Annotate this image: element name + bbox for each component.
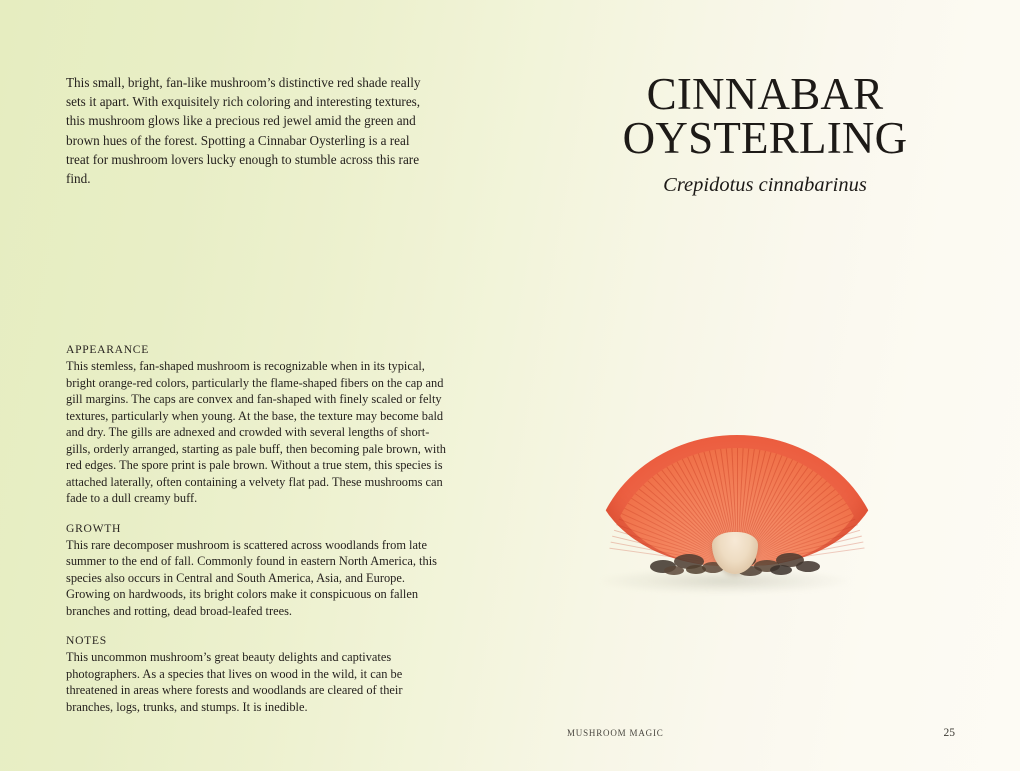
detail-sections: [66, 343, 451, 715]
section-notes-heading: NOTES: [66, 634, 107, 647]
section-growth-body: This rare decomposer mushroom is scattered across woodlands from late summer to the end of fall. Commonly found in eastern North America, this species also occurs in Central and South America, Asia, and Europe. Growing on hardwoods, its bright colors make it conspicuous on fallen branches and rotting, dead broad-leafed trees.: [66, 537, 437, 618]
page-title-line-2: OYSTERLING: [622, 113, 908, 164]
section-notes: [66, 634, 451, 715]
section-appearance-heading: APPEARANCE: [66, 343, 149, 356]
running-head: MUSHROOM MAGIC: [567, 728, 664, 738]
section-notes-body: This uncommon mushroom’s great beauty delights and captivates photographers. As a species that lives on wood in the wild, it can be threatened in areas where forests and woodlands are cleared of their branches, logs, trunks, and stumps. It is inedible.: [66, 650, 403, 714]
mushroom-illustration: [586, 300, 916, 630]
section-growth-heading: GROWTH: [66, 521, 122, 535]
page-number: 25: [943, 727, 955, 739]
page-title: [510, 69, 1020, 164]
section-appearance-body: This stemless, fan-shaped mushroom is recognizable when in its typical, bright orange-red colors, particularly the flame-shaped fibers on the cap and gill margins. The caps are convex and fan-shaped with finely scaled or felty textures, particularly when young. At the base, the texture may become bald and dry. The gills are adnexed and crowded with several lengths of short-gills, orderly arranged, starting as pale buff, then becoming pale brown, with red edges. The spore print is pale brown. Without a true stem, this species is attached laterally, often containing a velvety flat pad. These mushrooms can fade to a dull creamy buff.: [66, 359, 446, 505]
intro-paragraph: This small, bright, fan-like mushroom’s distinctive red shade really sets it apart. With exquisitely rich coloring and interesting textures, this mushroom glows like a precious red jewel amid the green and brown hues of the forest. Spotting a Cinnabar Oysterling is a real treat for mushroom lovers lucky enough to stumble across this rare find.: [66, 75, 421, 186]
title-block: [510, 69, 1020, 197]
section-growth: [66, 522, 451, 620]
page-title-line-1: CINNABAR: [646, 69, 884, 119]
mushroom-gills: [608, 330, 866, 566]
section-appearance: [66, 343, 451, 507]
scientific-name: Crepidotus cinnabarinus: [663, 174, 867, 197]
